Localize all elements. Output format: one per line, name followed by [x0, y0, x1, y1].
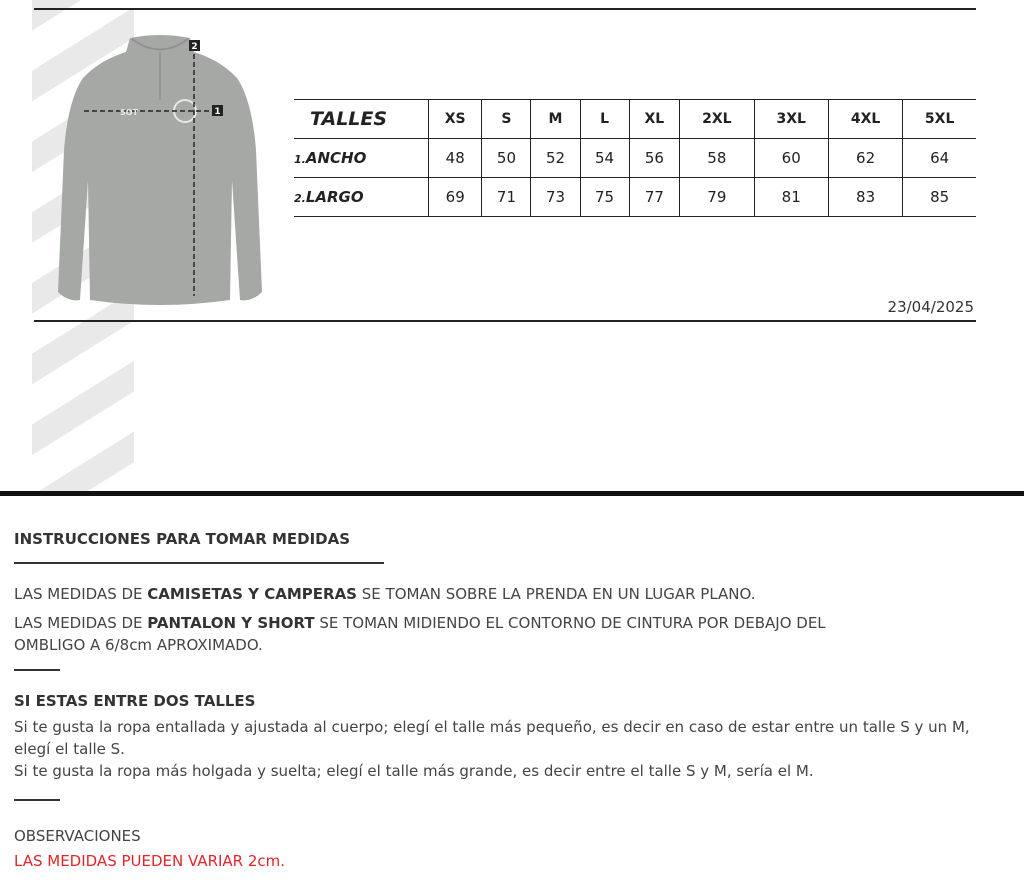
- table-cell: 69: [429, 178, 482, 217]
- table-cell: 64: [903, 139, 976, 178]
- size-header: L: [580, 100, 629, 139]
- table-cell: 52: [531, 139, 580, 178]
- row-name: ANCHO: [305, 149, 367, 167]
- instruction-line-1: LAS MEDIDAS DE CAMISETAS Y CAMPERAS SE TOMAN SOBRE LA PRENDA EN UN LUGAR PLANO.: [14, 585, 756, 603]
- table-row: [294, 139, 976, 178]
- size-header: XS: [429, 100, 482, 139]
- size-header: 2XL: [680, 100, 754, 139]
- table-row: [294, 178, 976, 217]
- table-cell: 73: [531, 178, 580, 217]
- size-table: [294, 99, 976, 217]
- row-number: 2.: [294, 192, 306, 205]
- table-header-row: [294, 100, 976, 139]
- date-stamp: 23/04/2025: [887, 298, 974, 316]
- table-cell: 81: [754, 178, 828, 217]
- row-label: [294, 139, 429, 178]
- short-divider: [14, 799, 60, 801]
- header-label: TALLES: [294, 100, 429, 139]
- observations-title: OBSERVACIONES: [14, 827, 141, 845]
- table-cell: 48: [429, 139, 482, 178]
- table-cell: 50: [482, 139, 531, 178]
- size-header: S: [482, 100, 531, 139]
- short-divider: [14, 669, 60, 671]
- size-header: 3XL: [754, 100, 828, 139]
- table-cell: 71: [482, 178, 531, 217]
- row-label: [294, 178, 429, 217]
- shirt-logo-text: SOT: [120, 108, 139, 117]
- title-underline: [14, 562, 384, 564]
- size-header: 5XL: [903, 100, 976, 139]
- row-number: 1.: [294, 153, 306, 166]
- table-cell: 77: [629, 178, 680, 217]
- table-cell: 79: [680, 178, 754, 217]
- table-cell: 58: [680, 139, 754, 178]
- between-sizes-title: SI ESTAS ENTRE DOS TALLES: [14, 692, 256, 710]
- instruction-line-2: LAS MEDIDAS DE PANTALON Y SHORT SE TOMAN MIDIENDO EL CONTORNO DE CINTURA POR DEBAJO DEL: [14, 614, 826, 632]
- marker-1: 1: [214, 107, 221, 117]
- top-divider: [34, 8, 976, 10]
- table-cell: 54: [580, 139, 629, 178]
- table-cell: 60: [754, 139, 828, 178]
- between-sizes-text-1a: Si te gusta la ropa entallada y ajustada al cuerpo; elegí el talle más pequeño, es decir en caso de estar entre un talle S y un M,: [14, 718, 970, 736]
- size-header: 4XL: [828, 100, 902, 139]
- instructions-title: INSTRUCCIONES PARA TOMAR MEDIDAS: [14, 530, 351, 548]
- size-header: XL: [629, 100, 680, 139]
- observations-note: LAS MEDIDAS PUEDEN VARIAR 2cm.: [14, 852, 286, 870]
- size-header: M: [531, 100, 580, 139]
- section-divider: [0, 491, 1024, 496]
- table-cell: 56: [629, 139, 680, 178]
- table-cell: 75: [580, 178, 629, 217]
- table-cell: 83: [828, 178, 902, 217]
- shirt-diagram: [52, 30, 268, 306]
- mid-divider: [34, 320, 976, 322]
- table-cell: 85: [903, 178, 976, 217]
- marker-2: 2: [191, 42, 198, 52]
- table-cell: 62: [828, 139, 902, 178]
- instruction-line-3: OMBLIGO A 6/8cm APROXIMADO.: [14, 636, 263, 654]
- between-sizes-text-2: Si te gusta la ropa más holgada y suelta; elegí el talle más grande, es decir entre el talle S y M, sería el M.: [14, 762, 814, 780]
- row-name: LARGO: [305, 188, 364, 206]
- between-sizes-text-1b: elegí el talle S.: [14, 740, 125, 758]
